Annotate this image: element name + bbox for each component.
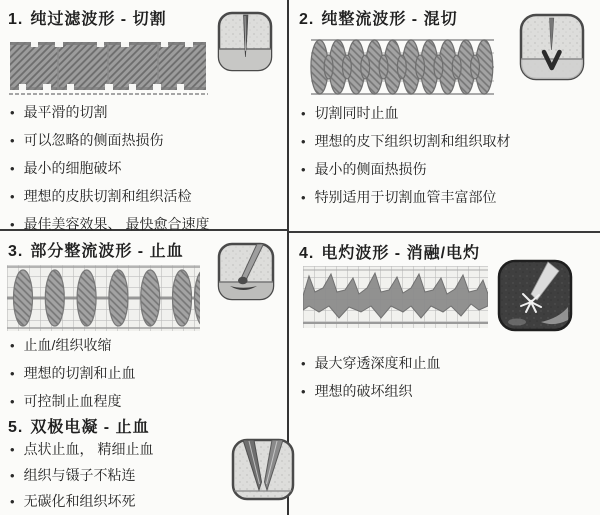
- bullet-text: 无碳化和组织坏死: [23, 493, 136, 509]
- section-5-number: 5.: [8, 419, 24, 436]
- section-3-title: [8, 238, 184, 261]
- bullet-text: 可以忽略的侧面热损伤: [23, 132, 164, 148]
- section-5-bullets: [10, 440, 153, 515]
- bullet-dot: •: [10, 161, 15, 176]
- section-5-title-text: 双极电凝 - 止血: [30, 419, 150, 436]
- bullet-item: [10, 492, 153, 511]
- bullet-dot: •: [10, 217, 15, 232]
- section-3-number: 3.: [8, 243, 24, 260]
- bullet-dot: •: [10, 494, 15, 509]
- fulguration-spark-electrode-icon: [497, 259, 573, 332]
- section-5-title: [8, 414, 150, 437]
- bullet-text: 理想的皮肤切割和组织活检: [23, 188, 192, 204]
- bullet-item: [10, 215, 209, 234]
- bullet-dot: •: [10, 338, 15, 353]
- bullet-item: [301, 160, 511, 179]
- bullet-text: 理想的皮下组织切割和组织取材: [314, 133, 511, 149]
- bullet-text: 可控制止血程度: [23, 393, 122, 409]
- bullet-text: 理想的切割和止血: [23, 365, 136, 381]
- waveform-fulguration: [303, 266, 488, 328]
- section-4-title: [299, 240, 480, 263]
- waveform-coagulation: [7, 265, 200, 331]
- bullet-dot: •: [10, 133, 15, 148]
- section-2-title: [299, 6, 458, 29]
- bullet-text: 切割同时止血: [314, 105, 399, 121]
- section-2-title-text: 纯整流波形 - 混切: [321, 11, 458, 28]
- bullet-item: [10, 364, 136, 383]
- bullet-item: [10, 392, 136, 411]
- bullet-dot: •: [301, 106, 306, 121]
- bullet-item: [301, 132, 511, 151]
- needle-electrode-cutting-icon: [217, 11, 273, 72]
- waveform-blend-cut: [309, 33, 496, 101]
- section-1-bullets: [10, 103, 209, 243]
- bullet-text: 理想的破坏组织: [314, 383, 413, 399]
- bullet-text: 特别适用于切割血管丰富部位: [314, 189, 497, 205]
- bullet-dot: •: [301, 384, 306, 399]
- bullet-text: 最佳美容效果、 最快愈合速度: [23, 216, 210, 232]
- bullet-dot: •: [10, 394, 15, 409]
- bullet-dot: •: [301, 162, 306, 177]
- bullet-item: [301, 188, 511, 207]
- bullet-text: 最平滑的切割: [23, 104, 108, 120]
- bullet-item: [10, 187, 209, 206]
- bullet-dot: •: [301, 190, 306, 205]
- bullet-item: [301, 354, 441, 373]
- ball-electrode-coagulation-icon: [217, 242, 275, 301]
- bullet-dot: •: [10, 105, 15, 120]
- bullet-item: [10, 131, 209, 150]
- section-2-bullets: [301, 104, 511, 216]
- bullet-dot: •: [10, 442, 15, 457]
- waveform-pure-cut: [9, 36, 208, 98]
- section-1-number: 1.: [8, 11, 24, 28]
- bullet-item: [10, 466, 153, 485]
- section-2-number: 2.: [299, 11, 315, 28]
- bullet-item: [10, 440, 153, 459]
- bullet-text: 点状止血， 精细止血: [23, 441, 154, 457]
- bullet-dot: •: [301, 356, 306, 371]
- bullet-item: [301, 104, 511, 123]
- section-4-title-text: 电灼波形 - 消融/电灼: [321, 245, 481, 262]
- section-3-title-text: 部分整流波形 - 止血: [30, 243, 184, 260]
- bullet-text: 组织与镊子不粘连: [23, 467, 136, 483]
- bullet-item: [10, 159, 209, 178]
- section-4-bullets: [301, 354, 441, 410]
- bullet-item: [10, 336, 136, 355]
- section-3-bullets: [10, 336, 136, 420]
- bullet-item: [301, 382, 441, 401]
- horizontal-divider-right: [289, 231, 600, 233]
- bullet-dot: •: [10, 366, 15, 381]
- bullet-text: 最大穿透深度和止血: [314, 355, 441, 371]
- section-4-number: 4.: [299, 245, 315, 262]
- bipolar-forceps-icon: [231, 438, 295, 501]
- needle-electrode-blend-cut-icon: [519, 13, 585, 81]
- bullet-item: [10, 103, 209, 122]
- bullet-dot: •: [10, 468, 15, 483]
- bullet-dot: •: [10, 189, 15, 204]
- bullet-text: 止血/组织收缩: [23, 337, 112, 353]
- section-1-title-text: 纯过滤波形 - 切割: [30, 11, 167, 28]
- bullet-dot: •: [301, 134, 306, 149]
- bullet-text: 最小的细胞破坏: [23, 160, 122, 176]
- bullet-text: 最小的侧面热损伤: [314, 161, 427, 177]
- section-1-title: [8, 6, 167, 29]
